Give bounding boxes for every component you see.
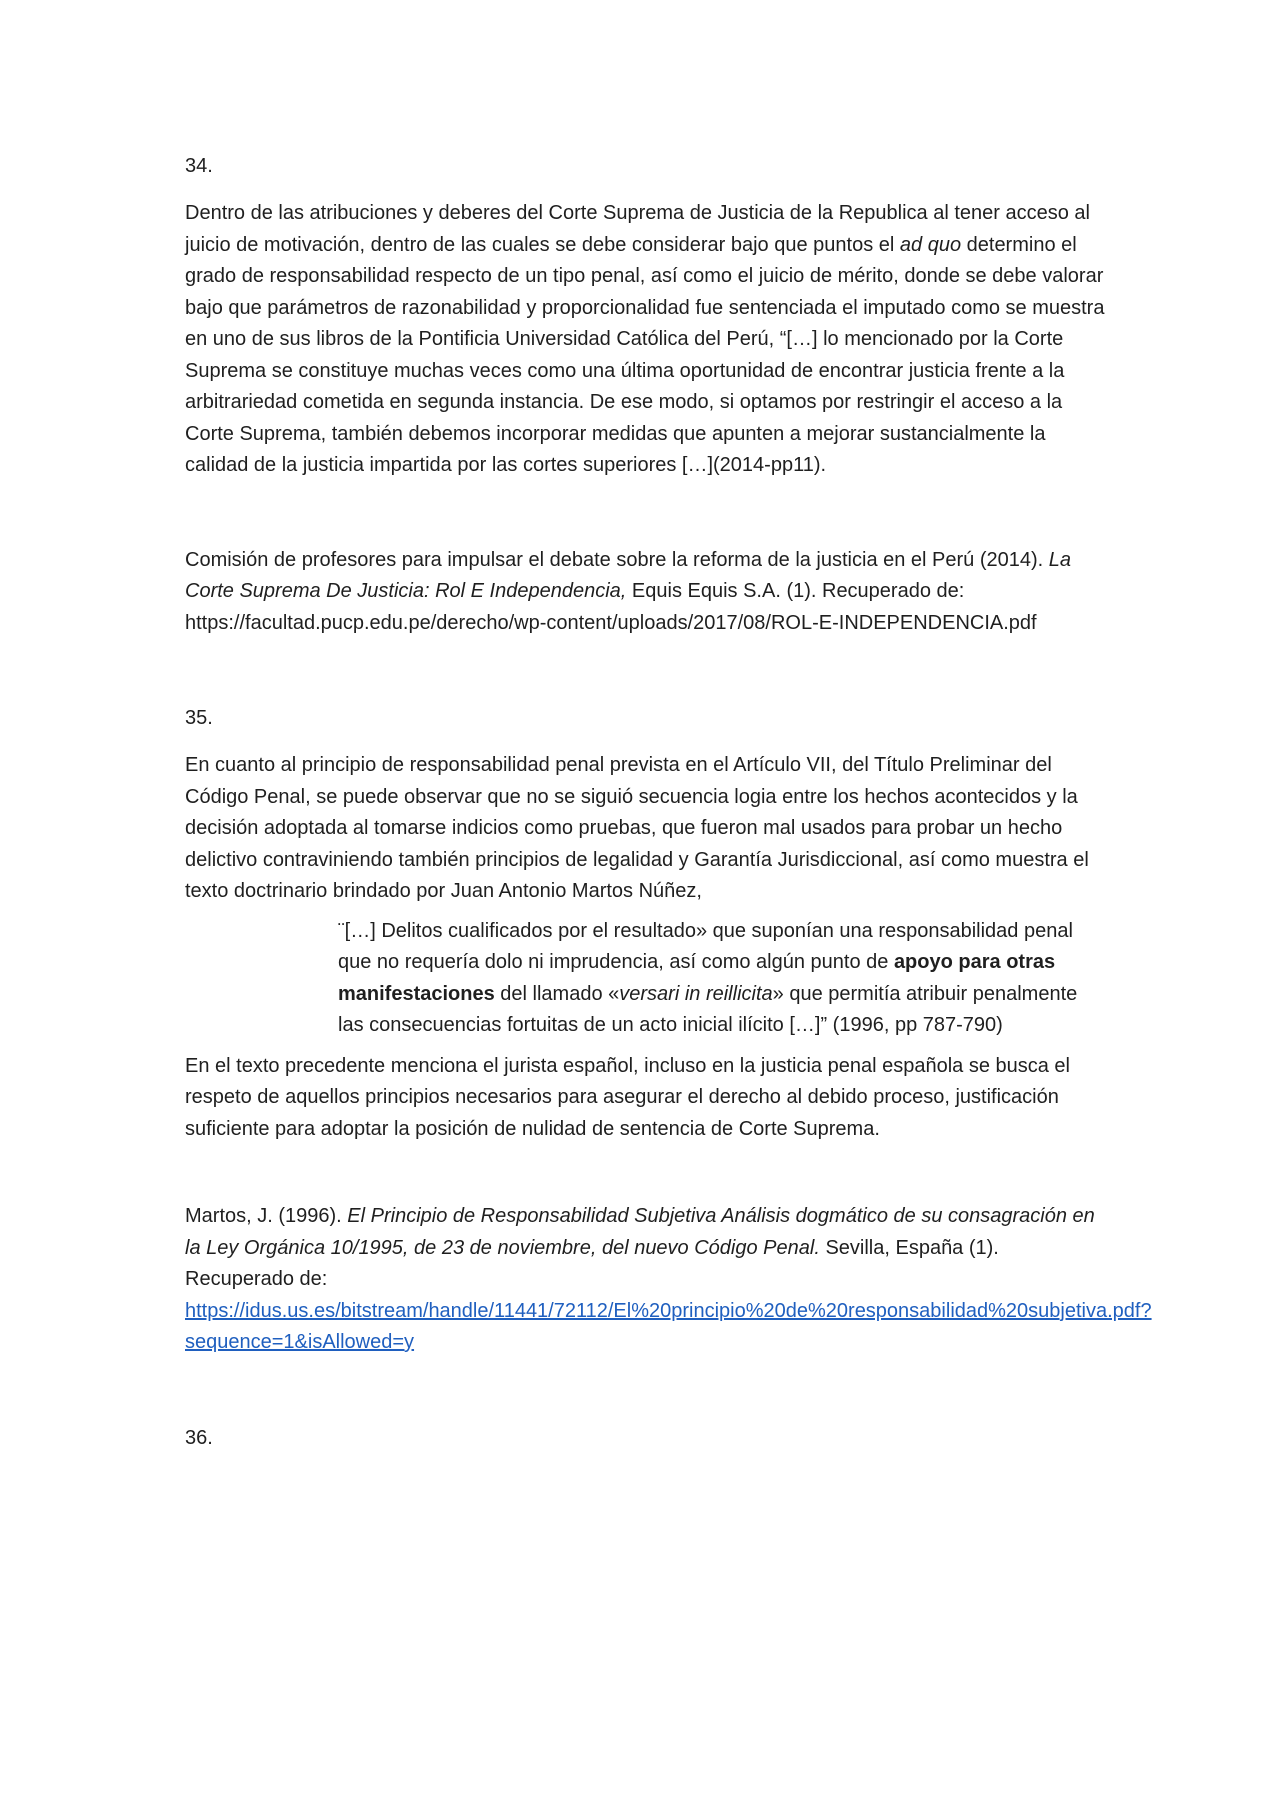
section-34-paragraph (185, 198, 1105, 482)
section-35-number: 35. (185, 707, 213, 729)
section-35-reference-link[interactable]: https://idus.us.es/bitstream/handle/11441/72112/El%20principio%20de%20responsabilidad%20subjetiva.pdf?sequence=1&isAllowed=y (185, 1299, 1152, 1353)
section-34-reference-part1: Comisión de profesores para impulsar el debate sobre la reforma de la justicia en el Perú (2014). (185, 548, 1049, 571)
section-35-reference-part1: Martos, J. (1996). (185, 1205, 348, 1227)
quote-italic-phrase: versari in reillicita (619, 982, 773, 1005)
section-34-text-part2: determino el grado de responsabilidad respecto de un tipo penal, así como el juicio de mérito, donde se debe valorar bajo que parámetros de razonabilidad y proporcionalidad fue sentenciada el imputado como se muestra en uno de sus libros de la Pontificia Universidad Católica del Perú, “[…] lo mencionado por la Corte Suprema se constituye muchas veces como una última oportunidad de encontrar justicia frente a la arbitrariedad cometida en segunda instancia. De ese modo, si optamos por restringir el acceso a la Corte Suprema, también debemos incorporar medidas que apunten a mejorar sustancialmente la calidad de la justicia impartida por las cortes superiores […](2014-pp11). (185, 233, 1105, 476)
section-35-reference (185, 1201, 1152, 1359)
document-content (185, 150, 1152, 1454)
section-34-reference-title: La Corte Suprema De Justicia: Rol E Independencia, (185, 548, 1072, 602)
section-35-block-quote (338, 916, 1105, 1042)
section-34-reference-part2: Equis Equis S.A. (1). Recuperado de: https://facultad.pucp.edu.pe/derecho/wp-content/uploads/2017/08/ROL-E-INDEPENDENCIA.pdf (185, 580, 1037, 634)
section-34-italic-term: ad quo (899, 233, 962, 256)
section-35-paragraph: En cuanto al principio de responsabilidad penal prevista en el Artículo VII, del Título Preliminar del Código Penal, se puede observar que no se siguió secuencia logia entre los hechos acontecidos y la decisión adoptada al tomarse indicios como pruebas, que fueron mal usados para probar un hecho delictivo contraviniendo también principios de legalidad y Garantía Jurisdiccional, así como muestra el texto doctrinario brindado por Juan Antonio Martos Núñez, (185, 754, 1089, 902)
section-35-reference-part2: Sevilla, España (1). Recuperado de: (185, 1236, 999, 1290)
quote-text-part3: » que permitía atribuir penalmente las consecuencias fortuitas de un acto inicial ilícito […]” (1996, pp 787-790) (338, 982, 1078, 1036)
section-35-reference-title: El Principio de Responsabilidad Subjetiva Análisis dogmático de su consagración en la Ley Orgánica 10/1995, de 23 de noviembre, del nuevo Código Penal. (185, 1205, 1095, 1259)
section-34-number: 34. (185, 155, 213, 177)
section-34-text-part1: Dentro de las atribuciones y deberes del Corte Suprema de Justicia de la Republica al tener acceso al juicio de motivación, dentro de las cuales se debe considerar bajo que puntos el (185, 202, 1090, 256)
section-34-reference (185, 545, 1105, 640)
quote-text-part1: ¨[…] Delitos cualificados por el resultado» que suponían una responsabilidad penal que no requería dolo ni imprudencia, así como algún punto de (338, 919, 1073, 973)
section-35-commentary: En el texto precedente menciona el jurista español, incluso en la justicia penal española se busca el respeto de aquellos principios necesarios para asegurar el derecho al debido proceso, justificación suficiente para adoptar la posición de nulidad de sentencia de Corte Suprema. (185, 1054, 1070, 1140)
section-36-number: 36. (185, 1426, 213, 1449)
quote-bold-phrase: apoyo para otras manifestaciones (338, 951, 1056, 1005)
quote-text-part2: del llamado « (494, 982, 620, 1005)
